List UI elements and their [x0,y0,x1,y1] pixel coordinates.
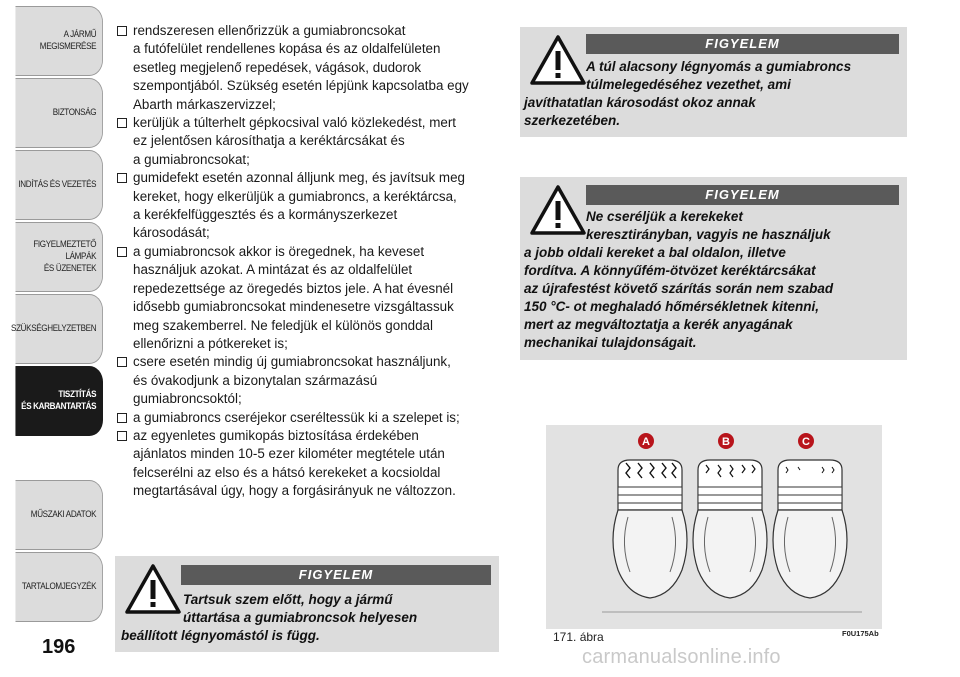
bullet-line: és óvakodjunk a bizonytalan származású [133,372,378,388]
bullet-line: az egyenletes gumikopás biztosítása érdekében [133,427,419,443]
checkbox-bullet-icon [117,431,127,441]
figure-caption: 171. ábra [553,630,604,644]
marker-b [718,433,734,449]
tab-technical-data[interactable]: MŰSZAKI ADATOK [15,480,103,550]
warning-line: szerkezetében. [524,113,621,128]
bullet-line: repedezettsége az öregedés biztos jele. A hat évesnél [133,280,454,296]
bullet-line: a gumiabroncs cseréjekor cseréltessük ki a szelepet is; [133,409,460,425]
tab-cleaning-maintenance[interactable]: TISZTÍTÁS ÉS KARBANTARTÁS [15,366,103,436]
bullet-line: a gumiabroncsok akkor is öregednek, ha keveset [133,243,425,259]
tyre-b [693,460,767,598]
warning-line: Tartsuk szem előtt, hogy a jármű [183,592,393,607]
warning-title: FIGYELEM [586,185,899,205]
list-item [117,169,499,243]
warning-line: keresztirányban, vagyis ne használjuk [586,227,831,242]
page-number: 196 [42,636,76,658]
bullet-line: gumiabroncsoktól; [133,391,242,407]
watermark: carmanualsonline.info [582,646,781,668]
bullet-line: felcserélni az elso és a hátsó kerekeket a kocsioldal [133,464,441,480]
warning-line: az újrafestést követő szárítás során nem szabad [524,281,834,296]
tab-vehicle-intro[interactable]: A JÁRMŰ MEGISMERÉSE [15,6,103,76]
warning-box [520,27,907,137]
bullet-line: a kerékfelfüggesztés és a kormányszerkezet [133,207,398,223]
bullet-line: ez jelentősen károsíthatja a keréktárcsákat és [133,133,405,149]
warning-line: Ne cseréljük a kerekeket [586,209,743,224]
checkbox-bullet-icon [117,26,127,36]
warning-line: mechanikai tulajdonságait. [524,335,697,350]
list-item [117,427,499,501]
bullet-line: a futófelület rendellenes kopása és az oldalfelületen [133,41,441,57]
bullet-line: Abarth márkaszervizzel; [133,96,276,112]
tab-warning-lights[interactable]: FIGYELMEZTETŐ LÁMPÁK ÉS ÜZENETEK [15,222,103,292]
bullet-line: a gumiabroncsokat; [133,151,250,167]
warning-line: mert az megváltoztatja a kerék anyagának [524,317,793,332]
warning-line: túlmelegedéséhez vezethet, ami [586,77,791,92]
tab-index[interactable]: TARTALOMJEGYZÉK [15,552,103,622]
bullet-line: esetleg megjelenő repedések, vágások, dudorok [133,59,422,75]
marker-c-label: C [802,436,810,448]
bullet-line: gumidefekt esetén azonnal álljunk meg, és javítsuk meg [133,170,465,186]
list-item [117,22,499,114]
warning-line: a jobb oldali kereket a bal oldalon, illetve [524,245,786,260]
list-item [117,114,499,169]
tyre-wear-figure [546,425,882,629]
tyre-a [613,460,687,598]
warning-box [520,177,907,360]
warning-line: úttartása a gumiabroncsok helyesen [183,610,418,625]
bullet-line: károsodását; [133,225,210,241]
bullet-list [117,22,499,501]
checkbox-bullet-icon [117,413,127,423]
marker-b-label: B [722,436,730,448]
marker-c [798,433,814,449]
bullet-line: kerüljük a túlterhelt gépkocsival való közlekedést, mert [133,115,457,131]
tyre-tread-illustration [546,425,882,629]
warning-title: FIGYELEM [586,34,899,54]
warning-line: 150 °C- ot meghaladó hőmérsékletnek kitenni, [524,299,819,314]
checkbox-bullet-icon [117,247,127,257]
figure-code: F0U175Ab [842,629,879,638]
tab-safety[interactable]: BIZTONSÁG [15,78,103,148]
bullet-line: használjuk azokat. A mintázat és az oldalfelület [133,262,413,278]
warning-text [524,208,904,352]
bullet-line: ellenőrizni a pótkereket is; [133,335,288,351]
checkbox-bullet-icon [117,118,127,128]
bullet-line: szempontjából. Szükség esetén lépjünk kapcsolatba egy [133,78,469,94]
bullet-line: meg szakemberrel. Ne feledjük el különös gonddal [133,317,433,333]
bullet-line: megtartásával úgy, hogy a forgásirányuk ne változzon. [133,483,456,499]
list-item [117,243,499,353]
bullet-line: idősebb gumiabroncsokat mindenesetre vizsgáltassuk [133,299,454,315]
checkbox-bullet-icon [117,357,127,367]
bullet-line: kereket, hogy elkerüljük a gumiabroncs, a keréktárcsa, [133,188,457,204]
warning-text [524,58,904,130]
marker-a [638,433,654,449]
list-item [117,353,499,408]
tyre-c [773,460,847,598]
warning-box [115,556,499,652]
checkbox-bullet-icon [117,173,127,183]
bullet-line: rendszeresen ellenőrizzük a gumiabroncsokat [133,23,406,38]
bullet-line: csere esetén mindig új gumiabroncsokat használjunk, [133,354,451,370]
marker-a-label: A [642,436,650,448]
warning-line: beállított légnyomástól is függ. [121,628,320,643]
bullet-line: ajánlatos minden 10-5 ezer kilométer megtétele után [133,446,445,462]
warning-line: javíthatatlan károsodást okoz annak [524,95,756,110]
tab-emergency[interactable]: SZÜKSÉGHELYZETBEN [15,294,103,364]
warning-title: FIGYELEM [181,565,491,585]
warning-line: A túl alacsony légnyomás a gumiabroncs [586,59,852,74]
tab-starting-driving[interactable]: INDÍTÁS ÉS VEZETÉS [15,150,103,220]
warning-text [121,591,493,645]
warning-line: fordítva. A könnyűfém-ötvözet keréktárcsákat [524,263,816,278]
list-item [117,409,499,427]
